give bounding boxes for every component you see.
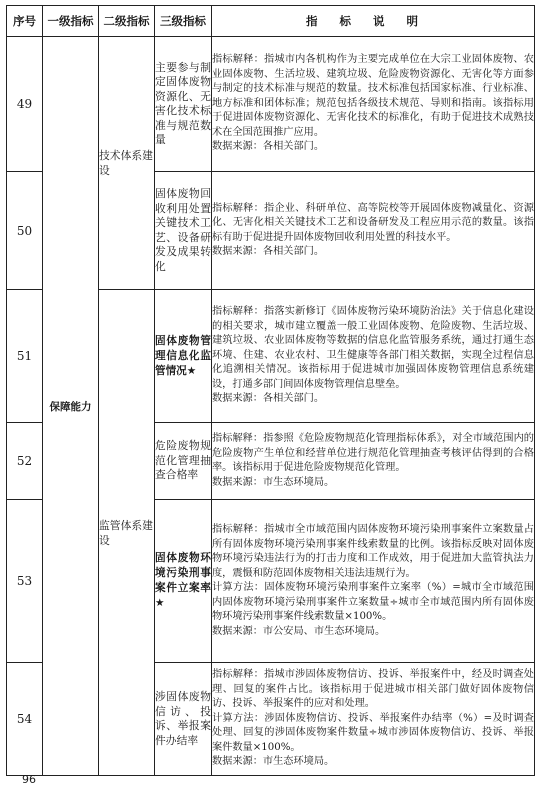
calculation-text: 计算方法：固体废物环境污染刑事案件立案率（%）=城市全市域范围内固体废物环境污染刑事案件立案数量÷城市全市域范围内所有固体废物环境污染刑事案件线索数量×100%。 <box>212 582 534 622</box>
header-description-text: 指标说明 <box>306 14 440 28</box>
header-serial: 序号 <box>7 6 43 37</box>
calculation-text: 计算方法：涉固体废物信访、投诉、举报案件办结率（%）=及时调查处理、回复的涉固体废物案件数量÷城市涉固体废物信访、投诉、举报案件数量×100%。 <box>212 712 534 753</box>
level3-indicator: 主要参与制定固体废物资源化、无害化技术标准与规范数量 <box>155 37 212 172</box>
explanation-text: 指标解释：指参照《危险废物规范化管理指标体系》，对全市域范围内的危险废物产生单位和经营单位进行规范化管理抽查考核评估得到的合格率。该指标用于促进危险废物规范化管理。 <box>212 433 534 473</box>
level3-indicator: 固体废物管理信息化监管情况★ <box>155 290 212 423</box>
level3-indicator: 危险废物规范化管理抽查合格率 <box>155 423 212 500</box>
data-source-text: 数据来源：各相关部门。 <box>212 141 325 153</box>
indicator-description <box>212 663 535 776</box>
level3-indicator: 涉固体废物信访、投诉、举报案件办结率 <box>155 663 212 776</box>
indicator-description <box>212 290 535 423</box>
header-level1: 一级指标 <box>43 6 99 37</box>
row-number: 54 <box>7 663 43 776</box>
level2-supervision-system: 监管体系建设 <box>99 290 155 776</box>
indicator-table <box>6 5 535 776</box>
level3-indicator: 固体废物回收利用处置关键技术工艺、设备研发及成果转化 <box>155 172 212 290</box>
data-source-text: 数据来源：市生态环境局。 <box>212 476 335 488</box>
level2-tech-system: 技术体系建设 <box>99 37 155 290</box>
explanation-text: 指标解释：指城市内各机构作为主要完成单位在大宗工业固体废物、农业固体废物、生活垃圾、建筑垃圾、危险废物资源化、无害化等方面参与制定的技术标准与规范的数量。技术标准包括国家标准、行业标准、地方标准和团体标准；规范包括各级技术规范、导则和指南。该指标用于促进固体废物资源化、无害化技术的标准化，有助于促进技术成熟技术在全国范围推广应用。 <box>212 54 534 138</box>
explanation-text: 指标解释：指落实新修订《固体废物污染环境防治法》关于信息化建设的相关要求，城市建立覆盖一般工业固体废物、危险废物、生活垃圾、建筑垃圾、农业固体废物等数据的信息化监管服务系统，通过打通生态环境、住建、农业农村、卫生健康等各部门相关数据，实现全过程信息化追溯相关情况。该指标用于促进城市加强固体废物管理信息系统建设，打通多部门间固体废物管理信息壁垒。 <box>212 306 534 390</box>
row-number: 53 <box>7 500 43 663</box>
explanation-text: 指标解释：指城市涉固体废物信访、投诉、举报案件中，经及时调查处理、回复的案件占比。该指标用于促进城市相关部门做好固体废物信访、投诉、举报案件的应对和处理。 <box>212 669 534 710</box>
explanation-text: 指标解释：指城市全市域范围内固体废物环境污染刑事案件立案数量占所有固体废物环境污染刑事案件线索数量的比例。该指标反映对固体废物环境污染违法行为的打击力度和工作成效，用于促进加大监管执法力度，震慑和防范固体废物相关违法违规行为。 <box>212 524 534 579</box>
indicator-description <box>212 500 535 663</box>
data-source-text: 数据来源：市生态环境局。 <box>212 756 335 768</box>
row-number: 50 <box>7 172 43 290</box>
indicator-description <box>212 37 535 172</box>
header-description <box>212 6 535 37</box>
level1-indicator: 保障能力 <box>43 37 99 776</box>
data-source-text: 数据来源：各相关部门。 <box>212 246 325 257</box>
row-number: 52 <box>7 423 43 500</box>
data-source-text: 数据来源：各相关部门。 <box>212 393 325 405</box>
header-row <box>7 6 535 37</box>
header-level2: 二级指标 <box>99 6 155 37</box>
indicator-description <box>212 423 535 500</box>
table-row <box>7 37 535 172</box>
header-level3: 三级指标 <box>155 6 212 37</box>
data-source-text: 数据来源：市公安局、市生态环境局。 <box>212 625 386 637</box>
page-number: 96 <box>22 773 36 786</box>
indicator-description <box>212 172 535 290</box>
row-number: 49 <box>7 37 43 172</box>
row-number: 51 <box>7 290 43 423</box>
explanation-text: 指标解释：指企业、科研单位、高等院校等开展固体废物减量化、资源化、无害化相关关键技术工艺和设备研发及工程应用示范的数量。该指标有助于促进提升固体废物回收利用处置的科技水平。 <box>212 202 534 243</box>
level3-indicator: 固体废物环境污染刑事案件立案率★ <box>155 500 212 663</box>
